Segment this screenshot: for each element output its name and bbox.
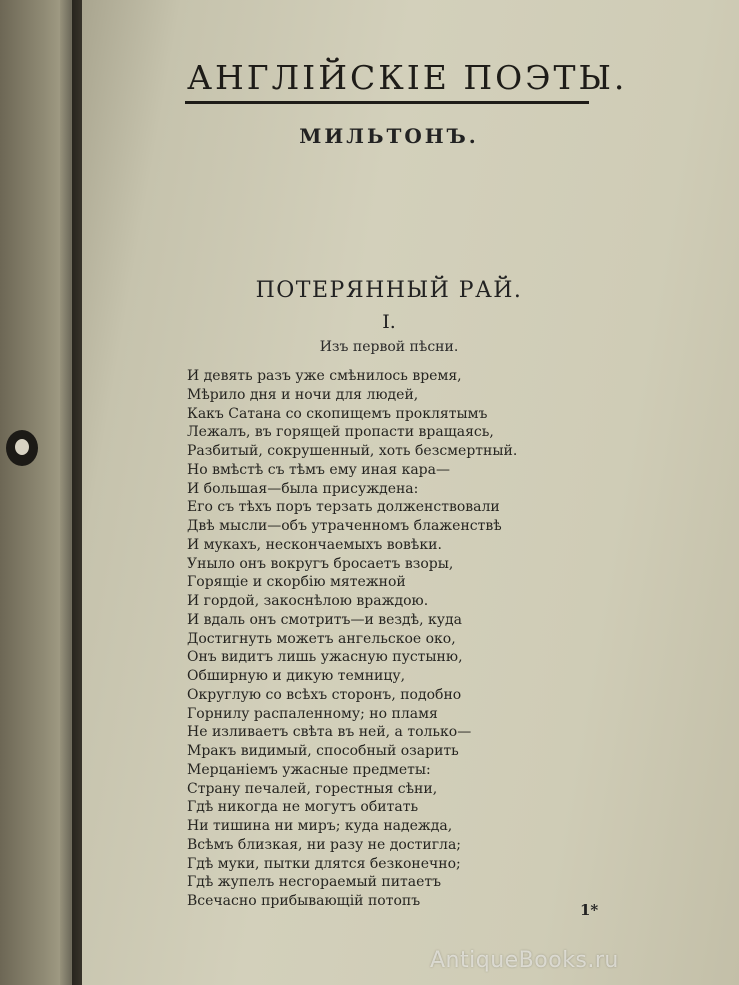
verse-line: Гдѣ муки, пытки длятся безконечно; — [187, 855, 461, 872]
verse-line: И вдаль онъ смотритъ—и вездѣ, куда — [187, 611, 462, 628]
poem-title: ПОТЕРЯННЫЙ РАЙ. — [255, 278, 523, 303]
running-header: АНГЛІЙСКІЕ ПОЭТЫ. — [187, 58, 628, 97]
part-number: I. — [382, 311, 396, 333]
verse-line: Достигнуть можетъ ангельское око, — [187, 630, 456, 647]
verse-line: И большая—была присуждена: — [187, 480, 419, 497]
verse-line: Лежалъ, въ горящей пропасти вращаясь, — [187, 424, 494, 441]
verse-line: Гдѣ никогда не могутъ обитать — [187, 799, 419, 816]
verse-line: И гордой, закоснѣлою враждою. — [187, 593, 429, 609]
verse-line: Уныло онъ вокругъ бросаетъ взоры, — [187, 555, 454, 572]
verse-line: Не изливаетъ свѣта въ ней, а только— — [187, 724, 472, 741]
verse-line: Разбитый, сокрушенный, хоть безсмертный. — [187, 443, 518, 459]
verse-line: Онъ видитъ лишь ужасную пустыню, — [187, 649, 463, 666]
verse-line: Ни тишина ни миръ; куда надежда, — [187, 818, 453, 834]
book-page — [82, 0, 739, 985]
verse-line: Его съ тѣхъ поръ терзать долженствовали — [187, 499, 500, 516]
library-stamp-icon — [6, 430, 38, 466]
verse-line: Обширную и дикую темницу, — [187, 668, 406, 684]
verse-line: Всечасно прибывающій потопъ — [187, 893, 421, 909]
verse-line: Но вмѣстѣ съ тѣмъ ему иная кара— — [187, 461, 450, 478]
verse-line: Гдѣ жупелъ несгораемый питаетъ — [187, 874, 442, 891]
verse-line: Страну печалей, горестныя сѣни, — [187, 780, 438, 797]
printer-signature-mark: 1* — [580, 901, 599, 919]
poem-subtitle: Изъ первой пѣсни. — [319, 339, 459, 355]
verse-line: Мракъ видимый, способный озарить — [187, 743, 459, 759]
site-watermark: AntiqueBooks.ru — [430, 948, 619, 973]
header-rule — [185, 101, 589, 104]
verse-line: Округлую со всѣхъ сторонъ, подобно — [187, 686, 462, 703]
author-name: МИЛЬТОНЪ. — [299, 124, 479, 148]
verse-line: Мерцаніемъ ужасные предметы: — [187, 761, 431, 778]
verse-line: И девять разъ уже смѣнилось время, — [187, 368, 462, 384]
verse-line: Всѣмъ близкая, ни разу не достигла; — [187, 836, 462, 853]
verse-line: Горнилу распаленному; но пламя — [187, 705, 438, 722]
verse-block — [187, 367, 547, 911]
verse-line: Какъ Сатана со скопищемъ проклятымъ — [187, 405, 488, 422]
verse-line: Горящіе и скорбію мятежной — [187, 574, 406, 591]
verse-line: И мукахъ, нескончаемыхъ вовѣки. — [187, 536, 442, 553]
book-gutter — [60, 0, 82, 985]
verse-line: Двѣ мысли—объ утраченномъ блаженствѣ — [187, 518, 502, 534]
verse-line: Мѣрило дня и ночи для людей, — [187, 386, 419, 403]
